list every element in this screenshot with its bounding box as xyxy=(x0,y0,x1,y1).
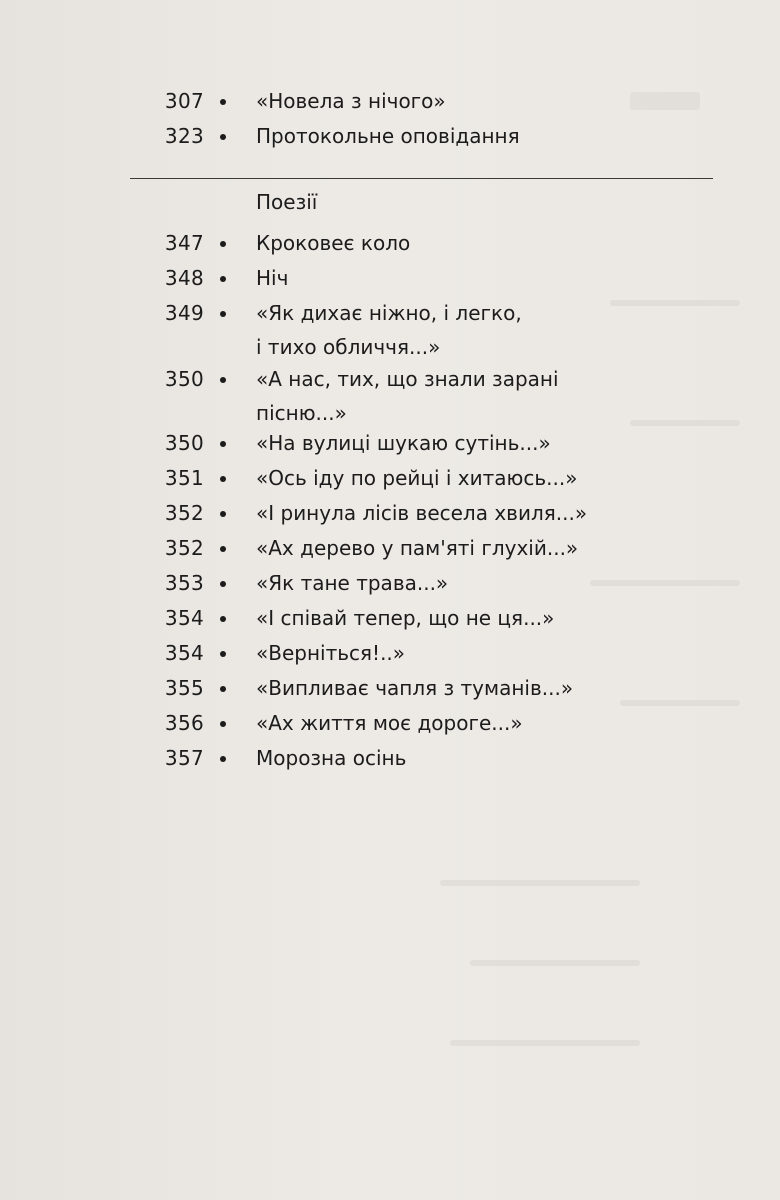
entry-title: «На вулиці шукаю сутінь...» xyxy=(256,431,551,455)
bullet-dot xyxy=(220,276,226,282)
page-number: 348 xyxy=(164,266,204,290)
bullet-dot xyxy=(220,651,226,657)
page-number: 355 xyxy=(164,676,204,700)
page-number: 357 xyxy=(164,746,204,770)
show-through-mark xyxy=(470,960,640,966)
page-number: 352 xyxy=(164,536,204,560)
bullet-dot xyxy=(220,441,226,447)
page-number: 351 xyxy=(164,466,204,490)
bullet-dot xyxy=(220,99,226,105)
bullet-dot xyxy=(220,756,226,762)
entry-title: «Верніться!..» xyxy=(256,641,406,665)
entry-title: «Ах дерево у пам'яті глухій...» xyxy=(256,536,579,560)
entry-title: «А нас, тих, що знали зарані пісню...» xyxy=(256,367,559,425)
bullet-dot xyxy=(220,241,226,247)
entry-title: «Ось іду по рейці і хитаюсь...» xyxy=(256,466,578,490)
page-number: 352 xyxy=(164,501,204,525)
page-number: 354 xyxy=(164,606,204,630)
bullet-dot xyxy=(220,581,226,587)
page-number: 353 xyxy=(164,571,204,595)
show-through-mark xyxy=(440,880,640,886)
page-number: 356 xyxy=(164,711,204,735)
page-number: 354 xyxy=(164,641,204,665)
entry-title: Морозна осінь xyxy=(256,746,407,770)
entry-title: Протокольне оповідання xyxy=(256,124,520,148)
bullet-dot xyxy=(220,311,226,317)
entry-title: «Як тане трава...» xyxy=(256,571,449,595)
page-number: 347 xyxy=(164,231,204,255)
entry-title: «Як дихає ніжно, і легко, і тихо обличчя...» xyxy=(256,301,522,359)
bullet-dot xyxy=(220,511,226,517)
bullet-dot xyxy=(220,377,226,383)
bullet-dot xyxy=(220,616,226,622)
page-number: 307 xyxy=(164,89,204,113)
section-divider xyxy=(130,178,713,179)
entry-title: Кроковеє коло xyxy=(256,231,411,255)
show-through-mark xyxy=(450,1040,640,1046)
entry-title: Ніч xyxy=(256,266,289,290)
entry-title: «Ах життя моє дороге...» xyxy=(256,711,523,735)
section-heading: Поезії xyxy=(256,190,318,214)
entry-title: «Випливає чапля з туманів...» xyxy=(256,676,574,700)
page-number: 323 xyxy=(164,124,204,148)
entry-title: «І ринула лісів весела хвиля...» xyxy=(256,501,588,525)
bullet-dot xyxy=(220,476,226,482)
bullet-dot xyxy=(220,134,226,140)
bullet-dot xyxy=(220,546,226,552)
bullet-dot xyxy=(220,721,226,727)
entry-title: «І співай тепер, що не ця...» xyxy=(256,606,555,630)
bullet-dot xyxy=(220,686,226,692)
page-number: 350 xyxy=(164,431,204,455)
page-number: 349 xyxy=(164,301,204,325)
entry-title: «Новела з нічого» xyxy=(256,89,446,113)
page-number: 350 xyxy=(164,367,204,391)
